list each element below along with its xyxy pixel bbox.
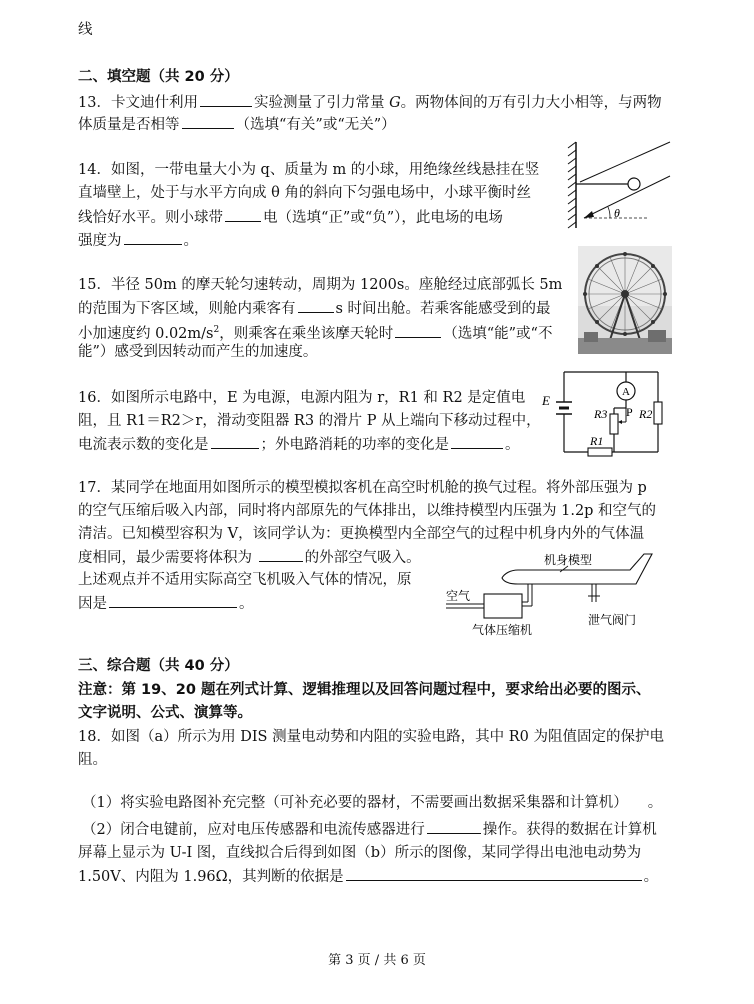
q17-line-5: 上述观点并不适用实际高空飞机吸入气体的情况，原: [78, 572, 412, 588]
q14-line-4: 强度为 。: [78, 230, 198, 251]
q16-blank-2[interactable]: [451, 434, 503, 449]
q17-airplane-model-figure: [440, 548, 662, 640]
q15-line-3: 小加速度约 $0.02m/s^2$，则乘客在乘坐该摩天轮时 （选填“能”或“不: [78, 320, 552, 344]
q17-line-6: 因是 。: [78, 593, 254, 614]
svg-text:R3: R3: [594, 407, 608, 421]
q15-line-2: 的范围为下客区域，则舱内乘客有 s 时间出舱。若乘客能感受到的最: [78, 298, 551, 319]
q18-line-1: 18．如图（a）所示为用 DIS 测量电动势和内阻的实验电路，其中 R0 为阻值固定的保护电: [78, 729, 664, 745]
page-fragment-text: 线: [78, 22, 93, 38]
q14-figure: [562, 140, 674, 232]
resistor-r1: [588, 448, 612, 456]
svg-text:R2: R2: [639, 407, 653, 421]
q17-blank-2[interactable]: [109, 593, 237, 608]
q16-line-2: 阻，且 R1＝R2＞r，滑动变阻器 R3 的滑片 P 从上端向下移动过程中，: [78, 413, 541, 429]
q15-line-1: 15．半径 50m 的摩天轮匀速转动，周期为 1200s。座舱经过底部弧长 5m: [78, 277, 563, 293]
q18-blank-1[interactable]: [427, 819, 481, 834]
theta-label: θ: [614, 206, 620, 220]
q14-line-3: 线恰好水平。则小球带 电（选填“正”或“负”），此电场的电场: [78, 207, 503, 228]
q18-part-1: （1）将实验电路图补充完整（可补充必要的器材，不需要画出数据采集器和计算机） 。: [82, 795, 663, 811]
svg-text:机身模型: 机身模型: [544, 553, 593, 567]
q13-blank-1[interactable]: [200, 92, 252, 107]
q16-blank-1[interactable]: [211, 434, 259, 449]
section-3-note-1: 注意：第 19、20 题在列式计算、逻辑推理以及回答问题过程中，要求给出必要的图示、: [78, 682, 651, 698]
q14-line-2: 直墙壁上，处于与水平方向成 θ 角的斜向下匀强电场中，小球平衡时丝: [78, 185, 531, 201]
q18-line-2: 阻。: [78, 752, 107, 768]
section-3-note-2: 文字说明、公式、演算等。: [78, 705, 252, 721]
q17-blank-1[interactable]: [259, 547, 303, 562]
q17-line-1: 17．某同学在地面用如图所示的模型模拟客机在高空时机舱的换气过程。将外部压强为 p: [78, 480, 647, 496]
rheostat-r3: [610, 414, 618, 434]
svg-text:E: E: [542, 393, 550, 408]
svg-text:P: P: [626, 405, 633, 419]
q14-line-1: 14．如图，一带电量大小为 q、质量为 m 的小球，用绝缘丝线悬挂在竖: [78, 162, 540, 178]
q16-line-3: 电流表示数的变化是 ；外电路消耗的功率的变化是 。: [78, 434, 520, 455]
q16-line-1: 16．如图所示电路中，E 为电源，电源内阻为 r，R1 和 R2 是定值电: [78, 390, 526, 406]
q15-blank-1[interactable]: [298, 298, 334, 313]
charged-ball: [628, 178, 640, 190]
q18-part-2-line-2: 屏幕上显示为 U-I 图，直线拟合后得到如图（b）所示的图像，某同学得出电池电动势为: [78, 845, 642, 861]
section-3-heading: 三、综合题（共 40 分）: [78, 658, 239, 674]
q15-blank-2[interactable]: [395, 323, 441, 338]
section-2-heading: 二、填空题（共 20 分）: [78, 69, 239, 85]
q18-blank-2[interactable]: [346, 866, 642, 881]
svg-text:A: A: [622, 386, 630, 398]
q17-line-3: 清洁。已知模型容积为 V，该同学认为：更换模型内全部空气的过程中机身内外的气体温: [78, 526, 645, 542]
svg-text:空气: 空气: [446, 589, 471, 603]
page-footer: 第 3 页 / 共 6 页: [328, 953, 426, 968]
gas-compressor: [484, 594, 522, 618]
q14-blank-2[interactable]: [124, 230, 182, 245]
q16-circuit-diagram: [538, 368, 666, 460]
q13-line-2: 体质量是否相等 （选填“有关”或“无关”）: [78, 114, 396, 135]
q17-line-4: 度相同，最少需要将体积为 的外部空气吸入。: [78, 547, 421, 568]
q17-line-2: 的空气压缩后吸入内部，同时将内部原先的气体排出，以维持模型内压强为 1.2p 和空气的: [78, 503, 657, 519]
resistor-r2: [654, 402, 662, 424]
q18-part-2-line-1: （2）闭合电键前，应对电压传感器和电流传感器进行 操作。获得的数据在计算机: [82, 819, 657, 840]
q18-part-2-line-3: 1.50V、内阻为 1.96Ω，其判断的依据是 。: [78, 866, 658, 887]
svg-text:泄气阀门: 泄气阀门: [588, 613, 637, 627]
q13-blank-2[interactable]: [182, 114, 234, 129]
q15-line-4: 能”）感受到因转动而产生的加速度。: [78, 344, 318, 360]
q13-line-1: 13．卡文迪什利用 实验测量了引力常量 G。两物体间的万有引力大小相等，与两物: [78, 92, 662, 113]
svg-text:R1: R1: [590, 434, 604, 448]
q14-blank-1[interactable]: [225, 207, 261, 222]
ferris-wheel-photo: [578, 246, 672, 354]
svg-text:气体压缩机: 气体压缩机: [472, 623, 533, 637]
